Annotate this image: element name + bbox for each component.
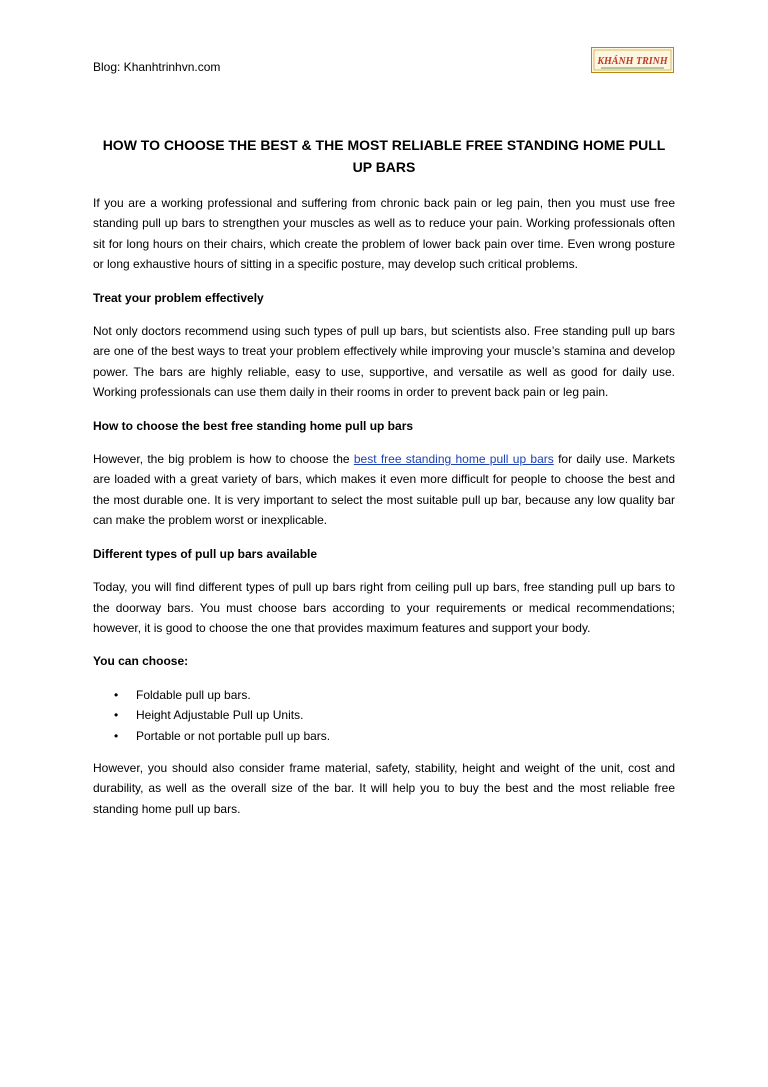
section-paragraph-treat: Not only doctors recommend using such types of pull up bars, but scientists also. Free standing pull up bars are one of the best ways to treat your problem effectively while improving your muscle’s stamina and develop power. The bars are highly reliable, easy to use, supportive, and versatile as well as good for daily use. Working professionals can use them daily in their rooms in order to prevent back pain or leg pain.: [93, 324, 675, 400]
options-list: [93, 685, 675, 746]
list-item: [114, 685, 675, 705]
list-item: [114, 705, 675, 725]
list-item-text: Height Adjustable Pull up Units.: [136, 708, 304, 723]
conclusion-paragraph: However, you should also consider frame material, safety, stability, height and weight of the unit, cost and durability, as well as the overall size of the bar. It will help you to buy the best and the most reliable free standing home pull up bars.: [93, 760, 675, 816]
article-body: [93, 193, 675, 832]
section-paragraph-how-to-choose: [93, 449, 675, 531]
page-title: HOW TO CHOOSE THE BEST & THE MOST RELIABLE FREE STANDING HOME PULL UP BARS: [102, 137, 666, 175]
list-item: [114, 726, 675, 746]
paragraph-text-after-link: for daily use. Markets are loaded with a great variety of bars, which makes it even more difficult for people to choose the best and the most durable one. It is very important to select the most suitable pull up bar, because any low quality bar can make the problem worst or inexplicable.: [93, 452, 676, 528]
section-heading-how-to-choose: How to choose the best free standing home pull up bars: [93, 418, 414, 433]
blog-header: Blog: Khanhtrinhvn.com: [93, 60, 221, 74]
paragraph-text-before-link: However, the big problem is how to choose the: [93, 452, 354, 467]
pull-up-bars-link[interactable]: best free standing home pull up bars: [353, 452, 554, 467]
logo-text: KHÁNH TRINH: [597, 56, 668, 67]
list-item-text: Portable or not portable pull up bars.: [136, 728, 331, 743]
khanh-trinh-logo: [591, 47, 674, 73]
list-item-text: Foldable pull up bars.: [136, 687, 251, 702]
bullet-icon: •: [114, 728, 119, 743]
section-heading-treat: Treat your problem effectively: [93, 290, 264, 305]
section-heading-types: Different types of pull up bars available: [93, 546, 318, 561]
section-paragraph-types: Today, you will find different types of pull up bars right from ceiling pull up bars, free standing pull up bars to the doorway bars. You must choose bars according to your requirements or medical recommendations; however, it is good to choose the one that provides maximum features and support your body.: [93, 580, 675, 635]
bullet-icon: •: [114, 687, 119, 702]
bullet-icon: •: [114, 708, 119, 723]
section-heading-you-can-choose: You can choose:: [93, 654, 189, 669]
intro-paragraph: If you are a working professional and suffering from chronic back pain or leg pain, then you must use free standing pull up bars to strengthen your muscles as well as to reduce your pain. Working professionals often sit for long hours on their chairs, which create the problem of lower back pain over time. Even wrong posture or long exhaustive hours of sitting in a specific posture, may develop such critical problems.: [93, 196, 675, 272]
